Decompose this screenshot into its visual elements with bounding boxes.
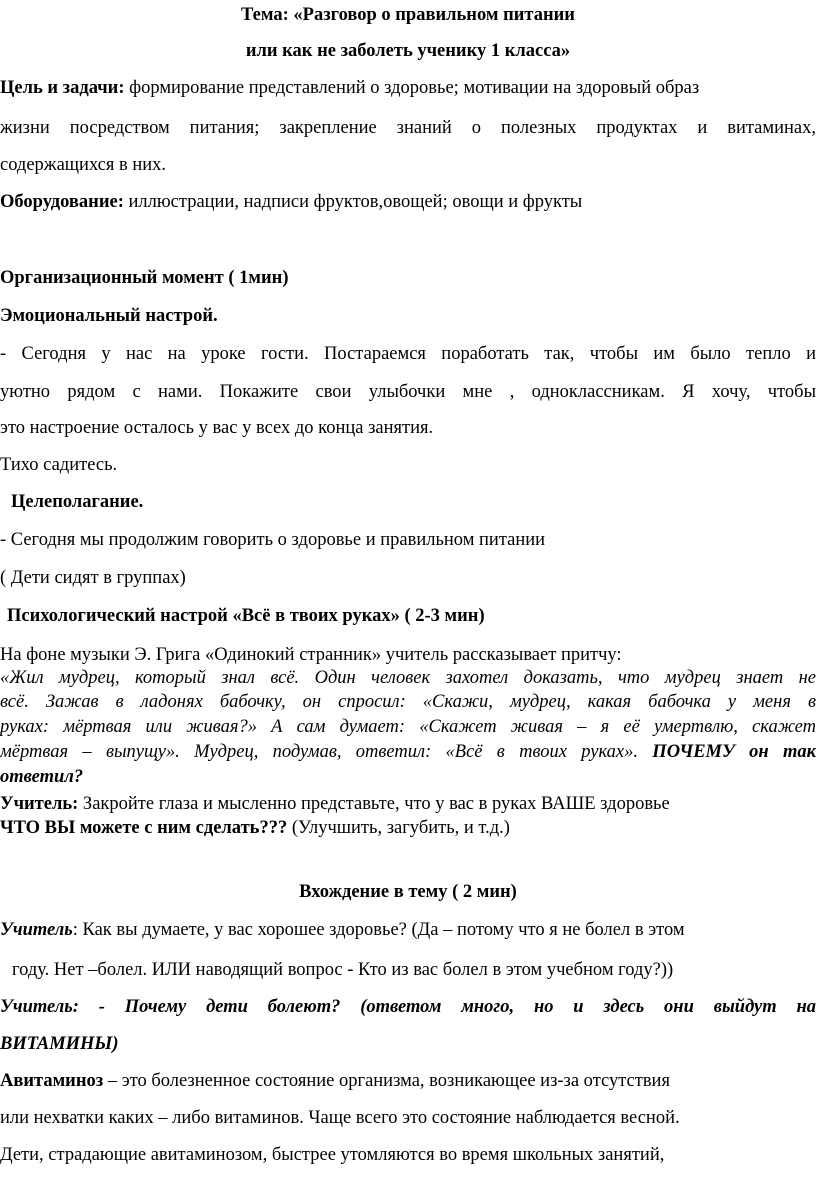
teacher-label-2: Учитель (0, 920, 73, 940)
goal-paragraph-line-2: жизни посредством питания; закрепление знаний о полезных продуктах и витаминах, (0, 118, 816, 138)
org-moment-heading: Организационный момент ( 1мин) (0, 268, 289, 288)
music-line: На фоне музыки Э. Грига «Одинокий странник» учитель рассказывает притчу: (0, 645, 622, 665)
parable-line-3: руках: мёртвая или живая?» А сам думает: «Скажет живая – я её умертвлю, скажет (0, 717, 816, 737)
teacher-instruction: Учитель: Закройте глаза и мысленно представьте, что у вас в руках ВАШЕ здоровье (0, 794, 670, 814)
avitaminosis-line-2: или нехватки каких – либо витаминов. Чаще всего это состояние наблюдается весной. (0, 1108, 680, 1128)
goal-setting-text: - Сегодня мы продолжим говорить о здоровье и правильном питании (0, 530, 546, 550)
avitaminosis-line-3: Дети, страдающие авитаминозом, быстрее утомляются во время школьных занятий, (0, 1145, 665, 1165)
question-1-line-1: Учитель: Как вы думаете, у вас хорошее здоровье? (Да – потому что я не болел в этом (0, 920, 685, 940)
psych-heading: Психологический настрой «Всё в твоих руках» ( 2-3 мин) (7, 606, 485, 626)
parable-line-2: всё. Зажав в ладонях бабочку, он спросил: «Скажи, мудрец, какая бабочка у меня в (0, 692, 816, 712)
emotional-text-line-2: уютно рядом с нами. Покажите свои улыбочки мне , одноклассникам. Я хочу, чтобы (0, 382, 816, 402)
goal-label: Цель и задачи: (0, 78, 125, 98)
title-line-1: Тема: «Разговор о правильном питании (241, 5, 575, 25)
teacher-label: Учитель: (0, 794, 79, 814)
avitaminosis-term: Авитаминоз (0, 1071, 104, 1091)
question-2-line-2: ВИТАМИНЫ) (0, 1034, 119, 1054)
title-line-2: или как не заболеть ученику 1 класса» (245, 41, 571, 61)
parable-line-4: мёртвая – выпущу». Мудрец, подумав, ответил: «Всё в твоих руках». ПОЧЕМУ он так (0, 742, 816, 762)
equipment-paragraph: Оборудование: иллюстрации, надписи фруктов,овощей; овощи и фрукты (0, 192, 583, 212)
goal-paragraph-line-3: содержащихся в них. (0, 155, 167, 175)
sit-down-text: Тихо садитесь. (0, 455, 118, 475)
emotional-text-line-3: это настроение осталось у вас у всех до конца занятия. (0, 418, 434, 438)
parable-line-5: ответил? (0, 767, 84, 787)
groups-note: ( Дети сидят в группах) (0, 568, 186, 588)
emotional-text-line-1: - Сегодня у нас на уроке гости. Постараемся поработать так, чтобы им было тепло и (0, 344, 816, 364)
emotional-heading: Эмоциональный настрой. (0, 306, 218, 326)
what-can-you-do-line: ЧТО ВЫ можете с ним сделать??? (Улучшить, загубить, и т.д.) (0, 818, 510, 838)
parable-line-1: «Жил мудрец, который знал всё. Один человек захотел доказать, что мудрец знает не (0, 668, 816, 688)
goal-paragraph-line-1: Цель и задачи: формирование представлений о здоровье; мотивации на здоровый образ (0, 78, 700, 98)
question-2-line-1: Учитель: - Почему дети болеют? (ответом много, но и здесь они выйдут на (0, 997, 816, 1017)
question-1-line-2: году. Нет –болел. ИЛИ наводящий вопрос - Кто из вас болел в этом учебном году?)) (12, 960, 674, 980)
entry-heading: Вхождение в тему ( 2 мин) (299, 882, 517, 902)
goal-setting-heading: Целеполагание. (11, 492, 144, 512)
equipment-label: Оборудование: (0, 192, 124, 212)
avitaminosis-line-1: Авитаминоз – это болезненное состояние организма, возникающее из-за отсутствия (0, 1071, 670, 1091)
